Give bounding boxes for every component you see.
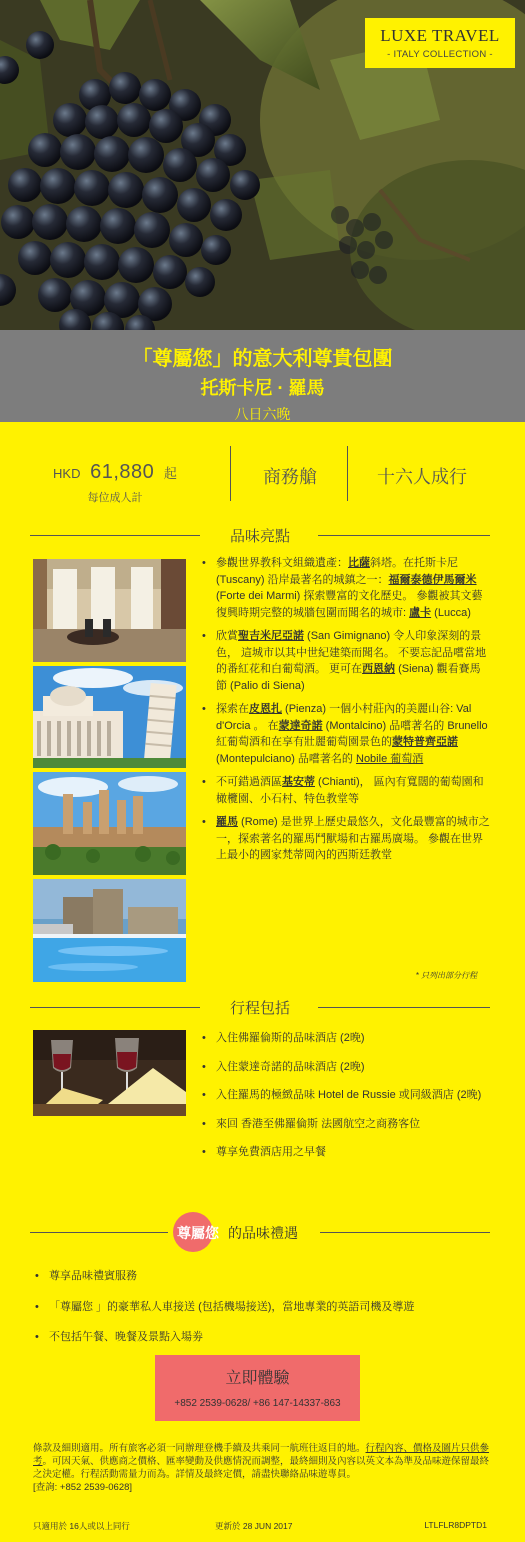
terms-link[interactable]: 行程內容、價格及圖片只供參考 <box>33 1443 490 1467</box>
itinerary-item: • 尊享免費酒店用之早餐 <box>200 1144 492 1161</box>
place-name: 西恩納 <box>362 663 396 675</box>
highlight-text: 參觀世界教科文組織遺產： <box>216 557 348 569</box>
brand-sub: - ITALY COLLECTION - <box>387 49 493 60</box>
cabin-class: 商務艙 <box>263 467 317 487</box>
terms-text <box>33 1442 491 1494</box>
itinerary-title: 行程包括 <box>229 1000 290 1017</box>
place-name: 皮恩扎 <box>249 703 282 715</box>
heading-rule <box>30 535 200 536</box>
itinerary-item: • 入住佛羅倫斯的品味酒店 (2晚) <box>200 1030 492 1047</box>
group-size: 十六人成行 <box>377 467 467 487</box>
privilege-title: 的品味禮遇 <box>228 1225 298 1241</box>
privilege-badge-label: 尊屬您 <box>177 1225 219 1241</box>
privilege-list <box>33 1268 491 1346</box>
brand-name: LUXE TRAVEL <box>380 26 500 45</box>
highlight-item <box>200 628 490 694</box>
place-name: 羅馬 <box>216 816 238 828</box>
highlight-text: Nobile 葡萄酒 <box>356 752 424 765</box>
place-name: 基安蒂 <box>282 776 315 788</box>
price-per: 每位成人計 <box>87 492 143 504</box>
highlight-text: (Rome) 是世界上歷史最悠久，文化最豐富的城市之一，探索著名的羅馬鬥獸場和古羅馬廣場。 參觀在世界上最小的國家梵蒂岡內的西斯廷教堂 <box>216 816 490 861</box>
photo-pisa <box>33 666 186 768</box>
price-amount: 61,880 <box>90 461 155 483</box>
price-row <box>0 446 525 506</box>
photo-san-gimignano <box>33 772 186 875</box>
place-name: 蒙達奇諾 <box>278 719 323 732</box>
cta-phone: +852 2539-0628/ +86 147-14337-863 <box>174 1398 341 1409</box>
heading-rule <box>30 1007 200 1008</box>
hero-image <box>0 0 525 330</box>
highlights-note: * 只列出部分行程 <box>415 971 477 980</box>
highlights-heading <box>30 525 490 545</box>
highlight-item <box>200 774 490 807</box>
highlight-text: (San Gimignano) 令人印象深刻的景色， 這城市以其中世紀建築而聞名。 不要忘記品嚐當地的番紅花和白葡萄酒。 更可在 <box>216 630 487 675</box>
highlight-text: 不可錯過酒區 <box>216 776 282 788</box>
photo-interior <box>33 559 186 662</box>
footer-updated: 更新於 28 JUN 2017 <box>215 1521 293 1531</box>
price-currency: HKD <box>53 466 81 481</box>
highlight-text: (Montepulciano) 品嚐著名的 <box>216 752 356 765</box>
place-name: 比薩 <box>348 557 370 569</box>
privilege-item: • 尊享品味禮賓服務 <box>33 1268 491 1285</box>
highlight-item <box>200 555 490 621</box>
highlight-item <box>200 814 490 864</box>
highlight-text: 欣賞 <box>216 630 238 642</box>
highlight-text: (Lucca) <box>431 606 471 619</box>
privilege-heading <box>30 1212 490 1252</box>
highlight-text: (Forte dei Marmi) 探索豐富的文化歷史。 參觀被其文藝復興時期完整的城牆包圍而聞名的城市: <box>216 590 483 619</box>
highlights-title: 品味亮點 <box>229 528 290 545</box>
place-name: 蒙特普齊亞諾 <box>392 736 458 748</box>
itinerary-item: • 來回 香港至佛羅倫斯 法國航空之商務客位 <box>200 1116 492 1133</box>
highlight-text: (Pienza) 一個小村莊內的美麗山谷: Val d'Orcia 。 在 <box>216 703 472 732</box>
privilege-item: • 不包括午餐、晚餐及景點入場劵 <box>33 1329 491 1346</box>
heading-rule <box>318 1007 490 1008</box>
terms-pre: 條款及細則適用。所有旅客必須一同辦理登機手續及共乘同一航班往返目的地。 <box>33 1443 366 1454</box>
footer-eligibility: 只適用於 16人或以上同行 <box>33 1521 130 1531</box>
footer-code: LTLFLR8DPTD1 <box>424 1520 487 1530</box>
book-now-button[interactable] <box>155 1355 360 1421</box>
price-box <box>30 461 200 505</box>
divider <box>230 446 231 501</box>
highlight-text: 斜塔。在托斯卡尼 (Tuscany) 沿岸最著名的城鎮之一： <box>216 557 458 586</box>
highlight-text: (Chianti)， 區內有寬闊的葡萄園和橄欖園、小石村、特色教堂等 <box>216 776 484 805</box>
place-name: 福爾泰德伊馬爾米 <box>388 573 477 586</box>
itinerary-item: • 入住羅馬的極緻品味 Hotel de Russie 或同級酒店 (2晚) <box>200 1087 492 1104</box>
highlight-text: (Montalcino) 品嚐著名的 Brunello 紅葡萄酒和在享有壯麗葡萄園景色的 <box>216 719 488 748</box>
itinerary-heading <box>30 997 490 1017</box>
trip-duration: 八日六晚 <box>234 406 291 422</box>
highlights-list <box>200 555 490 864</box>
page-subtitle: 托斯卡尼 · 羅馬 <box>200 378 325 398</box>
highlight-text: (Siena) 觀看賽馬節 (Palio di Siena) <box>216 663 481 692</box>
terms-hotline: [查詢: +852 2539-0628] <box>33 1482 133 1493</box>
itinerary-item: • 入住蒙達奇諾的品味酒店 (2晚) <box>200 1059 492 1076</box>
highlight-text: 探索在 <box>216 703 249 715</box>
title-band <box>0 330 525 422</box>
photo-wine-cheese <box>33 1030 186 1116</box>
heading-rule <box>320 1232 490 1233</box>
brand-logo <box>365 18 515 68</box>
terms-post: 。可因天氣、供應商之價格、匯率變動及供應情況而調整，最終細則及內容以英文本為準及品味遊保留最終之決定權。行程活動需量力而為。詳情及最終定價，請盡快聯絡品味遊專員。 <box>33 1456 490 1480</box>
place-name: 盧卡 <box>409 606 432 619</box>
itinerary-list <box>200 1030 492 1161</box>
heading-rule <box>30 1232 168 1233</box>
highlight-item <box>200 701 490 767</box>
page-title: 「尊屬您」的意大利尊貴包團 <box>132 348 393 370</box>
price-suffix: 起 <box>163 466 177 481</box>
photo-spa-pool <box>33 879 186 982</box>
privilege-item: • 「尊屬您 」的豪華私人車接送 (包括機場接送)，當地專業的英語司機及導遊 <box>33 1299 491 1316</box>
cta-label: 立即體驗 <box>225 1370 290 1387</box>
divider <box>347 446 348 501</box>
place-name: 聖吉米尼亞諾 <box>238 630 304 642</box>
heading-rule <box>318 535 490 536</box>
